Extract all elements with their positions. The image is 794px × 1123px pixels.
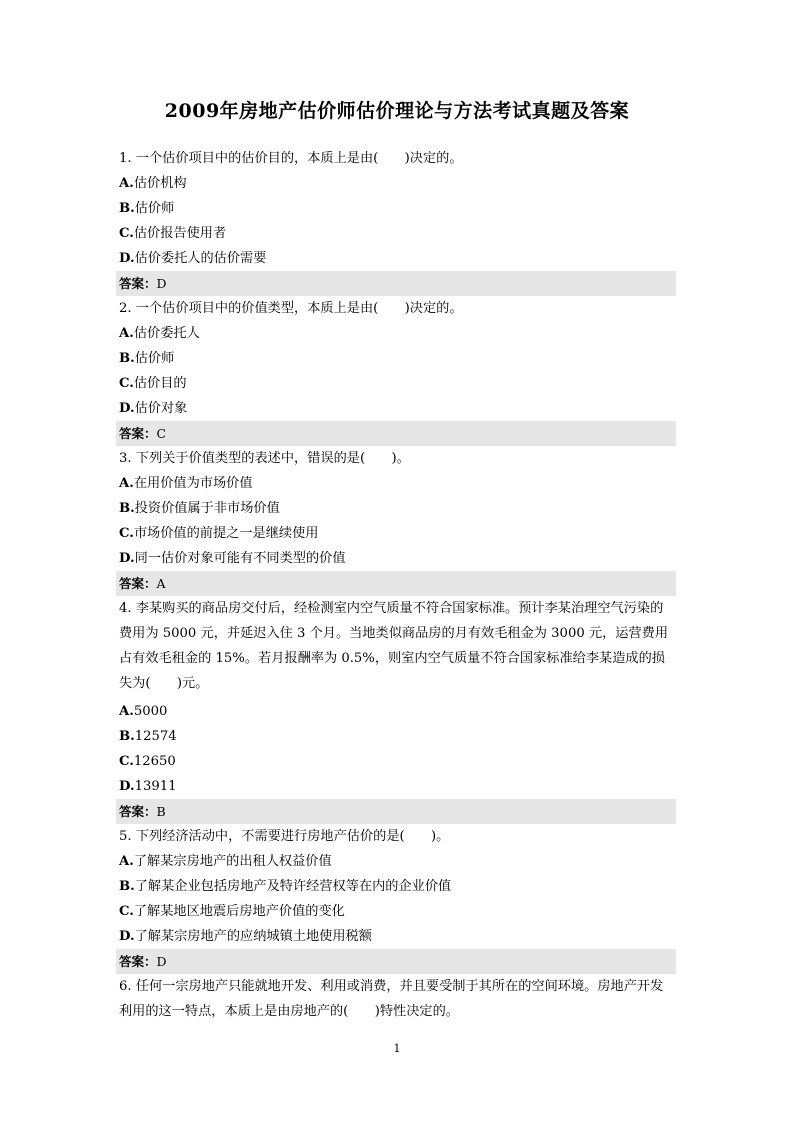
option-letter: A. bbox=[119, 326, 134, 341]
option-text: 了解某地区地震后房地产价值的变化 bbox=[133, 904, 345, 919]
answer-row bbox=[116, 571, 676, 596]
answer-label: 答案： bbox=[119, 804, 157, 819]
option-item bbox=[119, 724, 676, 749]
option-text: 估价机构 bbox=[133, 176, 187, 191]
option-letter: D. bbox=[119, 251, 135, 266]
answer-value: A bbox=[156, 576, 166, 591]
option-text: 13911 bbox=[134, 779, 177, 794]
option-letter: B. bbox=[119, 879, 135, 894]
option-item bbox=[119, 699, 676, 724]
option-item bbox=[119, 371, 676, 396]
question-stem: 2. 一个估价项目中的价值类型，本质上是由( )决定的。 bbox=[119, 301, 463, 316]
option-text: 市场价值的前提之一是继续使用 bbox=[133, 526, 319, 541]
option-item bbox=[119, 496, 676, 521]
option-letter: C. bbox=[119, 226, 134, 241]
question-stem: 1. 一个估价项目中的估价目的，本质上是由( )决定的。 bbox=[119, 151, 463, 166]
document-title: 2009年房地产估价师估价理论与方法考试真题及答案 bbox=[164, 100, 630, 122]
option-item bbox=[119, 221, 676, 246]
option-item bbox=[119, 471, 676, 496]
option-text: 同一估价对象可能有不同类型的价值 bbox=[134, 551, 346, 566]
option-letter: B. bbox=[119, 201, 135, 216]
option-letter: D. bbox=[119, 401, 135, 416]
option-text: 估价目的 bbox=[133, 376, 187, 391]
option-item bbox=[119, 246, 676, 271]
option-letter: D. bbox=[119, 929, 135, 944]
option-item bbox=[119, 171, 676, 196]
option-text: 12574 bbox=[134, 729, 177, 744]
option-item bbox=[119, 899, 676, 924]
option-text: 估价委托人的估价需要 bbox=[134, 251, 267, 266]
answer-value: D bbox=[156, 276, 167, 291]
option-text: 了解某宗房地产的出租人权益价值 bbox=[133, 854, 332, 869]
question-stem: 6. 任何一宗房地产只能就地开发、利用或消费，并且要受制于其所在的空间环境。房地产开发利用的这一特点，本质上是由房地产的( )特性决定的。 bbox=[119, 979, 664, 1019]
option-text: 估价师 bbox=[134, 351, 175, 366]
question-stem: 3. 下列关于价值类型的表述中，错误的是( )。 bbox=[119, 451, 410, 466]
option-letter: B. bbox=[119, 501, 135, 516]
option-item bbox=[119, 849, 676, 874]
option-letter: D. bbox=[119, 551, 135, 566]
answer-label: 答案： bbox=[119, 426, 157, 441]
option-letter: A. bbox=[119, 176, 134, 191]
answer-row bbox=[116, 799, 676, 824]
option-letter: A. bbox=[119, 476, 134, 491]
option-item bbox=[119, 774, 676, 799]
option-text: 在用价值为市场价值 bbox=[133, 476, 253, 491]
option-text: 投资价值属于非市场价值 bbox=[134, 501, 280, 516]
question-stem: 4. 李某购买的商品房交付后，经检测室内空气质量不符合国家标准。预计李某治理空气污染的费用为 5000 元，并延迟入住 3 个月。当地类似商品房的月有效毛租金为 3000 元，运营费用占有效毛租金的 15%。若月报酬率为 0.5%，则室内空气质量不符合国家标准给李某造成的损失为( )元。 bbox=[119, 601, 669, 691]
answer-label: 答案： bbox=[119, 954, 157, 969]
option-item bbox=[119, 396, 676, 421]
question-stem: 5. 下列经济活动中，不需要进行房地产估价的是( )。 bbox=[119, 829, 450, 844]
option-item bbox=[119, 874, 676, 899]
option-text: 5000 bbox=[133, 704, 168, 719]
option-letter: A. bbox=[119, 704, 134, 719]
answer-value: B bbox=[156, 804, 166, 819]
answer-label: 答案： bbox=[119, 576, 157, 591]
option-letter: C. bbox=[119, 904, 134, 919]
option-text: 12650 bbox=[133, 754, 176, 769]
option-item bbox=[119, 546, 676, 571]
option-letter: B. bbox=[119, 351, 135, 366]
option-text: 了解某宗房地产的应纳城镇土地使用税额 bbox=[134, 929, 372, 944]
option-text: 估价对象 bbox=[134, 401, 188, 416]
question-list bbox=[119, 146, 676, 1024]
option-letter: A. bbox=[119, 854, 134, 869]
option-item bbox=[119, 346, 676, 371]
option-letter: C. bbox=[119, 526, 134, 541]
option-item bbox=[119, 749, 676, 774]
answer-value: C bbox=[156, 426, 167, 441]
option-text: 估价委托人 bbox=[133, 326, 200, 341]
answer-value: D bbox=[156, 954, 167, 969]
option-item bbox=[119, 924, 676, 949]
page-number: 1 bbox=[393, 1042, 401, 1055]
option-letter: D. bbox=[119, 779, 135, 794]
answer-row bbox=[116, 271, 676, 296]
answer-row bbox=[116, 949, 676, 974]
option-item bbox=[119, 196, 676, 221]
option-text: 估价报告使用者 bbox=[133, 226, 227, 241]
option-text: 估价师 bbox=[134, 201, 175, 216]
answer-label: 答案： bbox=[119, 276, 157, 291]
option-item bbox=[119, 321, 676, 346]
answer-row bbox=[116, 421, 676, 446]
option-text: 了解某企业包括房地产及特许经营权等在内的企业价值 bbox=[134, 879, 452, 894]
option-letter: C. bbox=[119, 754, 134, 769]
option-letter: B. bbox=[119, 729, 135, 744]
option-letter: C. bbox=[119, 376, 134, 391]
option-item bbox=[119, 521, 676, 546]
